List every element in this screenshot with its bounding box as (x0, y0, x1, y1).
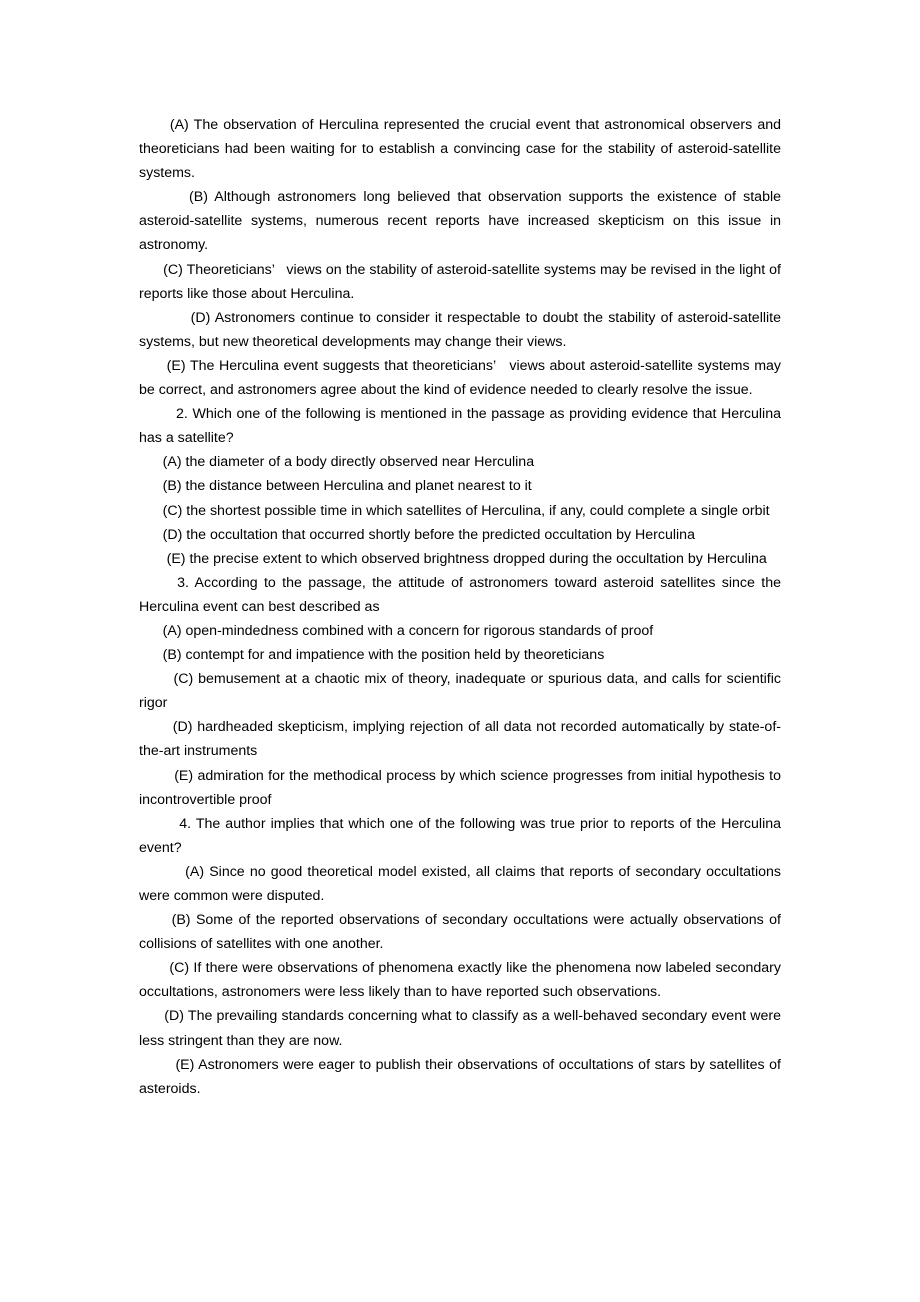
q3-option-e: (E) admiration for the methodical process by which science progresses from initial hypothesis to incontrovertible proof (139, 767, 785, 808)
q4-option-b: (B) Some of the reported observations of secondary occultations were actually observations of collisions of satellites with one another. (139, 912, 785, 953)
question-4: 4. The author implies that which one of the following was true prior to reports of the Herculina event? (139, 815, 785, 856)
question-3: 3. According to the passage, the attitude of astronomers toward asteroid satellites since the Herculina event can best described as (139, 574, 785, 615)
q4-option-d: (D) The prevailing standards concerning what to classify as a well-behaved secondary event were less stringent than they are now. (139, 1008, 785, 1049)
q1-option-b: (B) Although astronomers long believed that observation supports the existence of stable asteroid-satellite systems, numerous recent reports have increased skepticism on this issue in astronomy. (139, 189, 785, 254)
question-2: 2. Which one of the following is mentioned in the passage as providing evidence that Herculina has a satellite? (139, 406, 785, 447)
q2-option-d: (D) the occultation that occurred shortly before the predicted occultation by Herculina (139, 526, 695, 543)
q2-option-a: (A) the diameter of a body directly observed near Herculina (139, 454, 535, 471)
q3-option-d: (D) hardheaded skepticism, implying rejection of all data not recorded automatically by state-of-the-art instruments (139, 719, 781, 760)
q4-option-a: (A) Since no good theoretical model existed, all claims that reports of secondary occultations were common were disputed. (139, 863, 785, 904)
q3-option-a: (A) open-mindedness combined with a concern for rigorous standards of proof (139, 622, 654, 639)
q3-option-b: (B) contempt for and impatience with the position held by theoreticians (139, 647, 605, 664)
q1-option-d: (D) Astronomers continue to consider it respectable to doubt the stability of asteroid-satellite systems, but new theoretical developments may change their views. (139, 309, 785, 350)
document-page (139, 113, 785, 1101)
q2-option-b: (B) the distance between Herculina and planet nearest to it (139, 478, 532, 495)
q1-option-a: (A) The observation of Herculina represented the crucial event that astronomical observers and theoreticians had been waiting for to establish a convincing case for the stability of asteroid-satellite systems. (139, 117, 785, 182)
q2-option-c: (C) the shortest possible time in which satellites of Herculina, if any, could complete a single orbit (139, 502, 770, 519)
q3-option-c: (C) bemusement at a chaotic mix of theory, inadequate or spurious data, and calls for scientific rigor (139, 671, 785, 712)
q4-option-c: (C) If there were observations of phenomena exactly like the phenomena now labeled secondary occultations, astronomers were less likely than to have reported such observations. (139, 960, 785, 1001)
q1-option-e: (E) The Herculina event suggests that theoreticians’ views about asteroid-satellite systems may be correct, and astronomers agree about the kind of evidence needed to clearly resolve the issue. (139, 357, 785, 399)
q1-option-c: (C) Theoreticians’ views on the stability of asteroid-satellite systems may be revised in the light of reports like those about Herculina. (139, 261, 785, 302)
q2-option-e: (E) the precise extent to which observed brightness dropped during the occultation by Herculina (139, 550, 767, 567)
q4-option-e: (E) Astronomers were eager to publish their observations of occultations of stars by satellites of asteroids. (139, 1056, 785, 1097)
